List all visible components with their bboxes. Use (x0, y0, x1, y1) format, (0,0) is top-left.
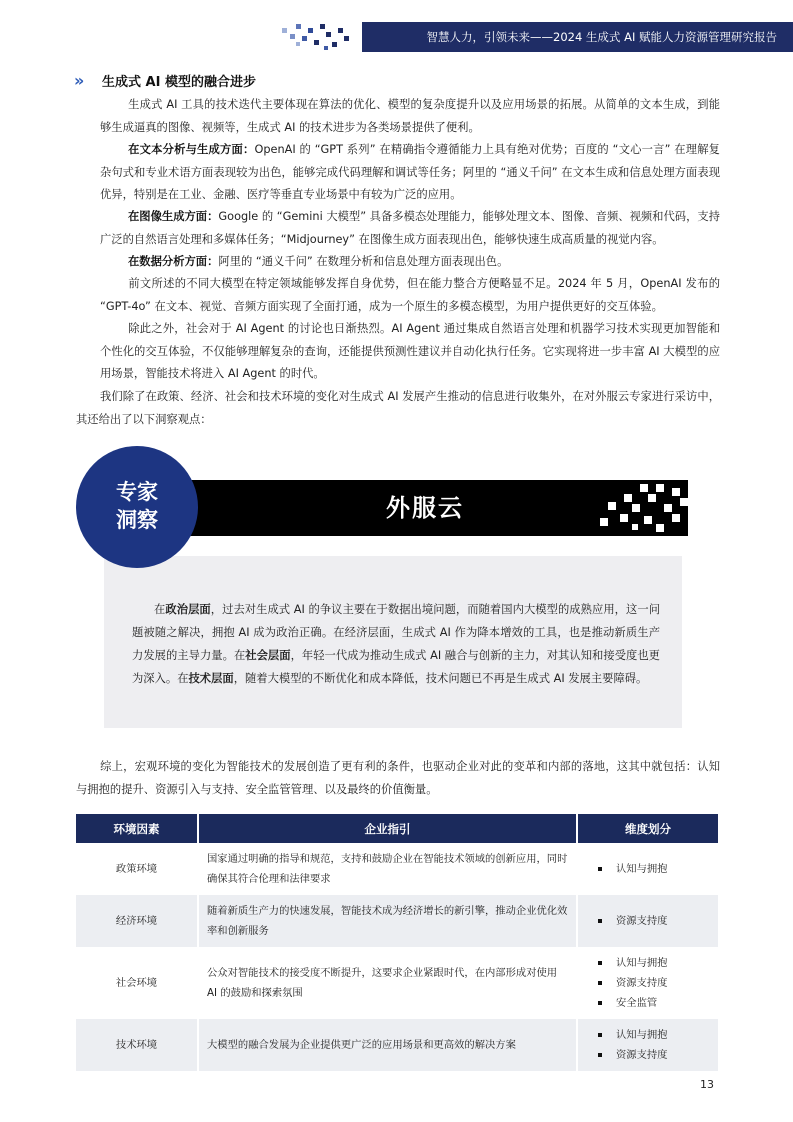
table-cell-dimensions (577, 947, 718, 1019)
intro-text: 生成式 AI 工具的技术迭代主要体现在算法的优化、模型的复杂度提升以及应用场景的拓展。从简单的文本生成，到能够生成逼真的图像、视频等，生成式 AI 的技术进步为各类场景提供了便利。 (100, 98, 720, 134)
dimension-item (598, 993, 710, 1013)
dimension-item (598, 953, 710, 973)
table-cell-guidance: 随着新质生产力的快速发展，智能技术成为经济增长的新引擎，推动企业优化效率和创新服务 (198, 895, 577, 947)
bullet-icon (598, 867, 602, 871)
summary-text: 综上，宏观环境的变化为智能技术的发展创造了更有利的条件，也驱动企业对此的变革和内部的落地，这其中就包括：认知与拥抱的提升、资源引入与支持、安全监管管理、以及最终的价值衡量。 (76, 760, 720, 796)
dimension-item (598, 1025, 710, 1045)
quote-tech-label: 技术层面 (188, 672, 234, 685)
dimension-item (598, 911, 710, 931)
table-header-factor: 环境因素 (76, 814, 198, 843)
table-header-dimension: 维度划分 (577, 814, 718, 843)
section-title: 生成式 AI 模型的融合进步 (102, 74, 256, 90)
header-pixel-decoration (280, 22, 360, 52)
gpt4o-text: 前文所述的不同大模型在特定领域能够发挥自身优势，但在能力整合方便略显不足。2024 年 5 月，OpenAI 发布的 “GPT-4o” 在文本、视觉、音频方面实现了全面打通，成为一个原生的多模态模型，为用户提供更好的交互体验。 (100, 277, 720, 313)
image-generation-label: 在图像生成方面： (128, 210, 219, 223)
dimension-label: 资源支持度 (616, 977, 668, 989)
bullet-icon (598, 981, 602, 985)
dimension-item (598, 859, 710, 879)
quote-tech-body: ，随着大模型的不断优化和成本降低，技术问题已不再是生成式 AI 发展主要障碍。 (233, 672, 648, 685)
table-cell-guidance: 国家通过明确的指导和规范，支持和鼓励企业在智能技术领域的创新应用，同时确保其符合伦理和法律要求 (198, 843, 577, 895)
table-row (76, 947, 718, 1019)
table-cell-dimensions (577, 1019, 718, 1071)
data-analysis-body: 阿里的 “通义千问” 在数理分析和信息处理方面表现出色。 (218, 255, 509, 268)
table-cell-factor: 社会环境 (76, 947, 198, 1019)
dimension-label: 认知与拥抱 (616, 957, 668, 969)
bullet-icon (598, 1053, 602, 1057)
bullet-icon (598, 1033, 602, 1037)
dimension-label: 资源支持度 (616, 915, 668, 927)
environment-table (76, 814, 718, 1071)
image-generation-paragraph (100, 206, 720, 251)
quote-politics-label: 政治层面 (165, 603, 211, 616)
text-analysis-label: 在文本分析与生成方面： (128, 143, 255, 156)
text-analysis-body: OpenAI 的 “GPT 系列” 在精确指令遵循能力上具有绝对优势；百度的 “文心一言” 在理解复杂句式和专业术语方面表现较为出色，能够完成代码理解和调试等任务；阿里的 “通义千问” 在文本生成和信息处理方面表现优异，特别是在工业、金融、医疗等垂直专业场景中有较为广泛的应用。 (100, 143, 720, 201)
bullet-icon (598, 961, 602, 965)
data-analysis-paragraph (100, 251, 720, 274)
table-header-guidance: 企业指引 (198, 814, 577, 843)
expert-quote-text (132, 598, 660, 690)
double-chevron-icon: » (74, 70, 85, 90)
bullet-icon (598, 1001, 602, 1005)
dimension-label: 资源支持度 (616, 1049, 668, 1061)
section-heading (74, 70, 256, 90)
ai-agent-paragraph (100, 318, 720, 386)
table-cell-dimensions (577, 895, 718, 947)
quote-pre: 在 (154, 603, 166, 616)
collect-paragraph (76, 386, 720, 431)
expert-company-name: 外服云 (386, 494, 464, 522)
table-cell-guidance: 公众对智能技术的接受度不断提升，这要求企业紧跟时代，在内部形成对使用 AI 的鼓励和探索氛围 (198, 947, 577, 1019)
table-cell-dimensions (577, 843, 718, 895)
table-header-row (76, 814, 718, 843)
table-row (76, 895, 718, 947)
table-row (76, 1019, 718, 1071)
table-cell-factor: 经济环境 (76, 895, 198, 947)
text-analysis-paragraph (100, 139, 720, 207)
table-row (76, 843, 718, 895)
quote-politics-body: ，过去对生成式 AI 的争议主要在于数据出境问题，而随着国内大模型的成熟应用，这一问题被随之解决，拥抱 AI 成为政治正确。在经济层面，生成式 AI 作为降本增效的工具，也是推动新质生产力发展的主导力量。在 (132, 603, 660, 662)
quote-social-label: 社会层面 (245, 649, 291, 662)
dimension-item (598, 973, 710, 993)
table-cell-factor: 技术环境 (76, 1019, 198, 1071)
dimension-label: 安全监管 (616, 997, 658, 1009)
quote-social-body: ，年轻一代成为推动生成式 AI 融合与创新的主力，对其认知和接受度也更为深入。在 (132, 649, 660, 685)
dimension-label: 认知与拥抱 (616, 863, 668, 875)
bullet-icon (598, 919, 602, 923)
summary-paragraph (76, 756, 720, 801)
data-analysis-label: 在数据分析方面： (128, 255, 219, 268)
badge-line-1: 专家 (116, 480, 158, 504)
dimension-item (598, 1045, 710, 1065)
table-cell-factor: 政策环境 (76, 843, 198, 895)
badge-line-2: 洞察 (116, 508, 158, 532)
ai-agent-text: 除此之外，社会对于 AI Agent 的讨论也日渐热烈。AI Agent 通过集成自然语言处理和机器学习技术实现更加智能和个性化的交互体验，不仅能够理解复杂的查询，还能提供预测性建议并自动化执行任务。它实现将进一步丰富 AI 大模型的应用场景，智能技术将进入 AI Agent 的时代。 (100, 322, 720, 380)
ribbon-pixel-decoration (596, 480, 696, 536)
gpt4o-paragraph (100, 273, 720, 318)
intro-paragraph (100, 94, 720, 139)
image-generation-body: Google 的 “Gemini 大模型” 具备多模态处理能力，能够处理文本、图像、音频、视频和代码，支持广泛的自然语言处理和多媒体任务；“Midjourney” 在图像生成方面表现出色，能够快速生成高质量的视觉内容。 (100, 210, 720, 246)
page-number: 13 (700, 1078, 714, 1091)
header-title: 智慧人力，引领未来——2024 生成式 AI 赋能人力资源管理研究报告 (426, 30, 777, 44)
expert-insight-badge-text (76, 478, 198, 534)
dimension-label: 认知与拥抱 (616, 1029, 668, 1041)
collect-text: 我们除了在政策、经济、社会和技术环境的变化对生成式 AI 发展产生推动的信息进行收集外，在对外服云专家进行采访中，其还给出了以下洞察观点： (76, 390, 720, 426)
table-cell-guidance: 大模型的融合发展为企业提供更广泛的应用场景和更高效的解决方案 (198, 1019, 577, 1071)
